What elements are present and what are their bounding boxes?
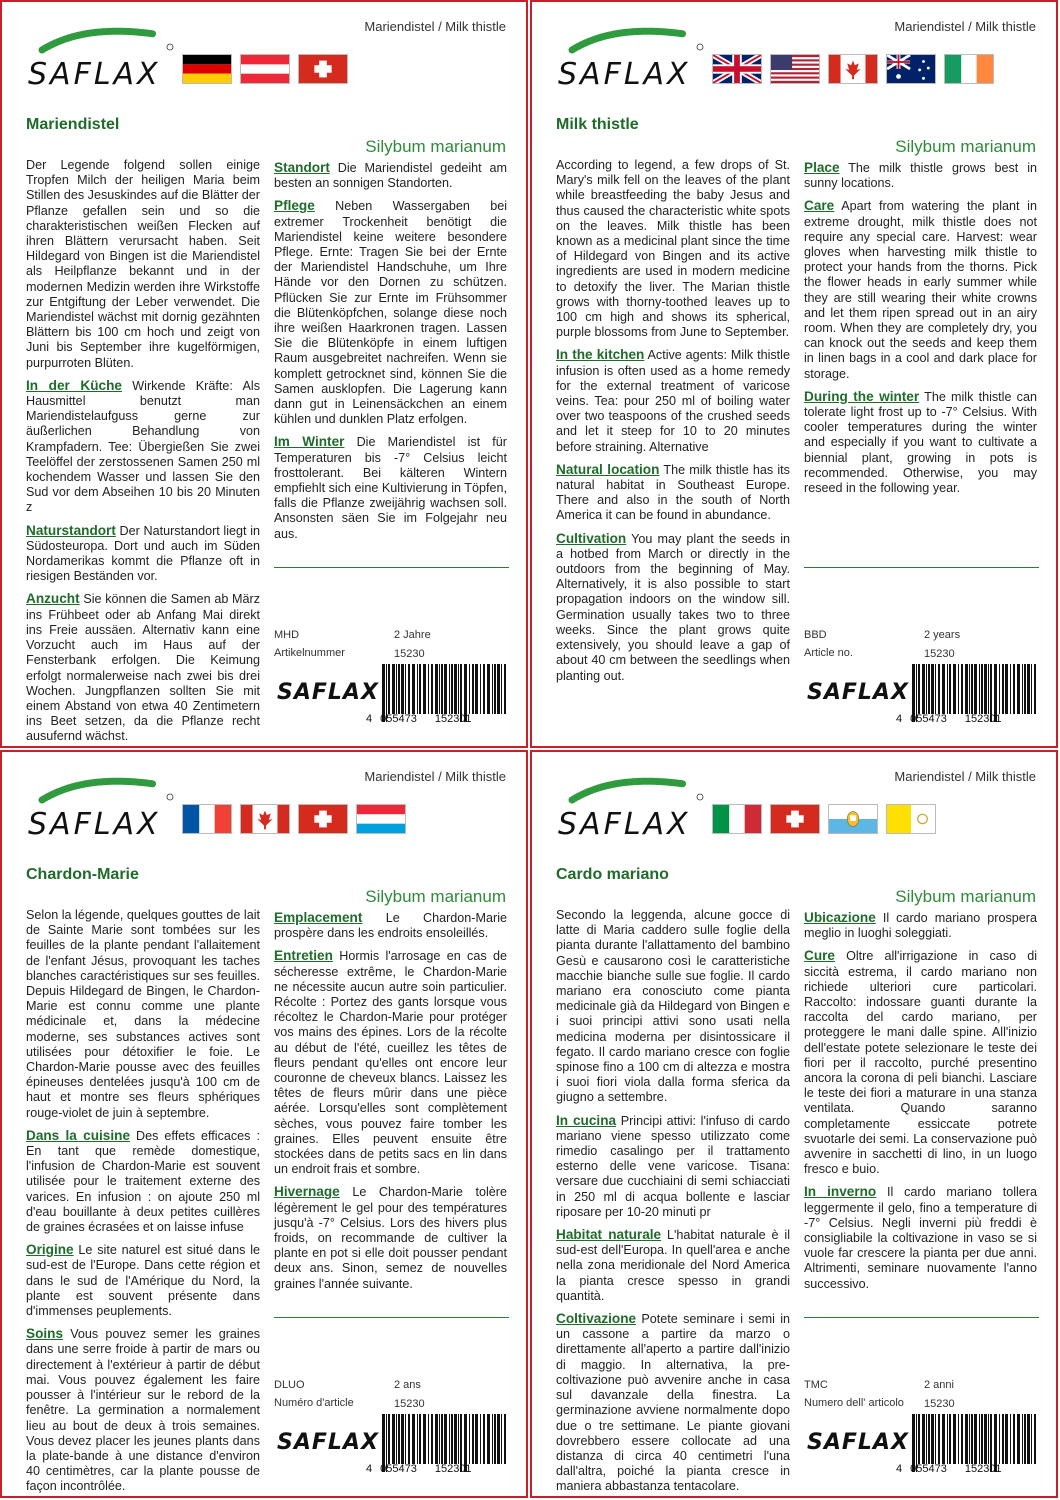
text-section: [556, 1113, 790, 1220]
right-column: [274, 910, 507, 1299]
text-section: [26, 591, 260, 744]
canada-flag: [828, 54, 878, 84]
section-text: Le Chardon-Marie tolère légèrement le gel pour des températures jusqu'à -7° Celsius. Lors des hivers plus froids, on recommande de cultiver la plante en pot si elle doit pousser pendant deux ans. Sinon, semez de nouvelles graines l'année suivante.: [274, 1185, 507, 1291]
best-before-value: 2 years: [924, 629, 961, 641]
header-product-name: Mariendistel / Milk thistle: [364, 769, 506, 784]
vatican-flag: [886, 804, 936, 834]
text-section: [556, 1227, 790, 1304]
section-text: Oltre all'irrigazione in caso di siccità estrema, il cardo mariano non richiede ulteriori cure particolari. Raccolto: indossare guanti durante la raccolta del cardo mariano, per proteggere le mani dalle spine. All'inizio dell'estate potete selezionare le teste dei fiori per il raccolto, purché presentino ancora la corona di peli bianchi. Lasciare le teste dei fiori a maturare in una stanza ventilata. Quando saranno completamente essiccate potrete svuotarle dei semi. La conservazione può avvenire in sacchetti di lino, in un luogo fresco e buio.: [804, 949, 1037, 1177]
ireland-flag: [944, 54, 994, 84]
section-label: Cultivation: [556, 530, 627, 546]
section-text: Die Mariendistel ist für Temperaturen bis -7° Celsius leicht frosttolerant. Bei kälteren Wintern empfiehlt sich eine Kultivierung in Töpfen, falls die Pflanze zweijährig wachsen soll. Ansonsten säen Sie im Folgejahr neu aus.: [274, 435, 507, 541]
barcode-digit-group1: 055473: [380, 713, 417, 725]
text-section: [274, 948, 507, 1177]
section-label: Ubicazione: [804, 910, 876, 925]
svg-text:SAFLAX: SAFLAX: [558, 807, 691, 842]
section-text: Vous pouvez semer les graines dans une serre froide à partir de mars ou directement à l'extérieur à partir de début mai. Vous pouvez également les faire pousser à l'intérieur sur le rebord de la fenêtre. La germination a normalement lieu au bout de deux à trois semaines. Vous devez placer les jeunes plants dans la plate-bande à une distance d'environ 40 centimètres, car la plante pousse de façon incontrôlée.: [26, 1327, 261, 1494]
text-section: [556, 158, 790, 340]
france-flag: [182, 804, 232, 834]
divider: [804, 567, 1039, 568]
saflax-logo: [24, 20, 174, 92]
section-text: Der Legende folgend sollen einige Tropfen Milch der heiligen Maria beim Stillen des Jesuskindes auf die Blätter der Pflanze gefallen sein und so die charakteristischen weißen Flecken auf ihren Blättern verursacht haben. Seit Hildegard von Bingen ist die Mariendistel als Heilpflanze bekannt und in der modernen Medizin werden ihre Wirkstoffe zur Entgiftung der Leber verwendet. Die Mariendistel wächst mit dornig gezähnten Blättern bis 100 cm hoch und zeigt von Juni bis September ihre kugelförmigen, purpurroten Blüten.: [26, 158, 260, 370]
latin-name: Silybum marianum: [895, 887, 1036, 906]
section-label: In inverno: [804, 1184, 877, 1200]
best-before-label: BBD: [804, 629, 827, 641]
text-section: [804, 948, 1037, 1177]
section-text: Hormis l'arrosage en cas de sécheresse extrême, le Chardon-Marie ne nécessite aucun autre soin particulier. Récolte : Portez des gants lorsque vous récoltez le Chardon-Marie pour protéger vos mains des épines. Lors de la récolte au début de l'été, cueillez les têtes de fleurs pendant qu'elles ont encore leur couronne de cheveux blancs. Laissez les têtes de fleurs mûrir dans une pièce aérée. Lorsqu'elles sont complètement sèches, vous pouvez faire tomber les graines. Elles peuvent ensuite être stockées dans de petits sacs en lin dans un endroit frais et sombre.: [274, 949, 507, 1177]
section-text: Active agents: Milk thistle infusion is often used as a home remedy for the external treatment of varicose veins. Tea: pour 250 ml of boiling water over two teaspoons of the crushed seeds and let it steep for 10 to 20 minutes before straining. Alternative: [556, 348, 790, 454]
barcode-digits: [896, 1463, 1002, 1475]
svg-text:SAFLAX: SAFLAX: [28, 57, 161, 92]
country-flags: [712, 804, 936, 834]
switzerland-flag: [298, 804, 348, 834]
section-text: Sie können die Samen ab März ins Frühbeet oder ab Anfang Mai direkt ins Freie aussäen. Alternativ kann eine Vorzucht auch im Haus auf der Fensterbank erfolgen. Die Keimung erfolgt normalerweise nach zwei bis drei Wochen. Jungpflanzen sollten Sie mit einem Abstand von etwa 40 Zentimetern ins Beet setzen, da die Pflanze recht ausufernd wächst.: [26, 592, 261, 744]
text-section: [274, 1184, 507, 1291]
usa-flag: [770, 54, 820, 84]
text-section: [274, 910, 507, 941]
divider: [274, 1317, 509, 1318]
barcode-digit-group2: 152301: [964, 713, 1002, 725]
section-label: Coltivazione: [556, 1311, 637, 1327]
barcode-digit-group1: 055473: [910, 713, 947, 725]
australia-flag: [886, 54, 936, 84]
barcode-digit-group2: 152301: [434, 713, 472, 725]
section-text: Principi attivi: l'infuso di cardo mariano viene spesso utilizzato come rimedio casalingo per il trattamento esterno delle vene varicose. Tisana: versare due cucchiaini di semi schiacciati in 250 ml di acqua bollente e lasciar riposare per 10-20 minuti pr: [556, 1113, 791, 1219]
barcode-digit-prefix: 4: [896, 713, 903, 725]
section-label: Anzucht: [26, 591, 80, 607]
barcode-digit-group1: 055473: [380, 1463, 417, 1475]
text-section: [556, 908, 790, 1106]
section-text: Wirkende Kräfte: Als Hausmittel benutzt man Mariendistelaufguss gerne zur äußerlichen Behandlung von Krampfadern. Tee: Übergießen Sie zwei Teelöffel der zerstossenen Samen 250 ml kochendem Wasser und lassen Sie den Sud vor dem Abseihen 10 bis 20 Minuten z: [26, 378, 260, 515]
text-section: [556, 1311, 790, 1494]
seed-packet-panel: [530, 750, 1058, 1498]
text-section: [26, 1326, 260, 1494]
divider: [274, 567, 509, 568]
section-text: The milk thistle can tolerate light frost up to -7° Celsius. With cooler temperatures during the winter and especially if you want to cultivate a biennial plant, growing in pots is recommended. Otherwise, you may reseed in the following year.: [804, 389, 1037, 496]
section-text: The milk thistle has its natural habitat in Southeast Europe. There and also in the south of North America it can be found in abundance.: [556, 462, 790, 523]
best-before-label: TMC: [804, 1379, 828, 1391]
plant-title: Cardo mariano: [556, 866, 669, 883]
right-column: [804, 910, 1037, 1299]
italy-flag: [712, 804, 762, 834]
text-section: [274, 160, 507, 191]
text-section: [556, 531, 790, 684]
header-product-name: Mariendistel / Milk thistle: [364, 19, 506, 34]
section-text: Der Naturstandort liegt in Südosteuropa. Dort und auch im Süden Nordamerikas kommt die Pflanze oft in riesigen Beständen vor.: [26, 523, 260, 584]
section-text: Le Chardon-Marie prospère dans les endroits ensoleillés.: [274, 911, 507, 941]
small-brand-logo: SAFLAX: [277, 1430, 379, 1455]
text-section: [804, 198, 1037, 381]
header-product-name: Mariendistel / Milk thistle: [894, 19, 1036, 34]
best-before-label: MHD: [274, 629, 300, 641]
section-text: The milk thistle grows best in sunny locations.: [804, 161, 1037, 191]
section-text: Il cardo mariano prospera meglio in luoghi soleggiati.: [804, 911, 1038, 941]
text-section: [26, 1128, 260, 1235]
text-section: [556, 462, 790, 524]
article-number-label: Article no.: [804, 647, 853, 659]
text-section: [26, 523, 260, 585]
barcode-digit-prefix: 4: [896, 1463, 903, 1475]
text-section: [556, 347, 790, 454]
article-number-label: Numero dell' articolo: [804, 1397, 904, 1409]
article-number-value: 15230: [394, 1398, 425, 1410]
section-label: Standort: [274, 160, 330, 175]
text-section: [804, 1184, 1037, 1291]
barcode-digits: [366, 713, 472, 725]
section-text: Il cardo mariano tollera leggermente il gelo, fino a temperature di -7° Celsius. Negli inverni più freddi è consigliabile la coltivazione in vaso se si vuole far crescere la pianta per due anni. Altrimenti, seminare nuovamente l'anno successivo.: [804, 1185, 1037, 1291]
text-section: [26, 908, 260, 1121]
section-label: Entretien: [274, 948, 333, 964]
text-section: [274, 198, 507, 427]
country-flags: [182, 804, 406, 834]
section-label: Dans la cuisine: [26, 1127, 130, 1143]
section-text: Selon la légende, quelques gouttes de lait de Sainte Marie sont tombées sur les feuilles de la plante pendant l'allaitement de l'enfant Jésus, provoquant les taches blanches caractéristiques sur ses feuilles. Depuis Hildegard de Bingen, le Chardon-Marie est connu comme une plante médicinale et, dans la médecine moderne, ses substances actives sont utilisées pour détoxifier le foie. Le Chardon-Marie pousse avec des feuilles épineuses dentelées jusqu'à 100 cm de haut et montre ses fleurs sphériques rouge-violet de juin à septembre.: [26, 908, 260, 1120]
article-number-label: Artikelnummer: [274, 647, 345, 659]
barcode-digit-group2: 152301: [964, 1463, 1002, 1475]
barcode-digits: [896, 713, 1002, 725]
section-label: Care: [804, 198, 835, 214]
country-flags: [182, 54, 348, 84]
text-section: [274, 434, 507, 541]
barcode-digits: [366, 1463, 472, 1475]
barcode-digit-prefix: 4: [366, 1463, 373, 1475]
text-section: [804, 160, 1037, 191]
section-label: Hivernage: [274, 1184, 340, 1200]
plant-title: Milk thistle: [556, 116, 639, 133]
section-text: Des effets efficaces : En tant que remède domestique, l'infusion de Chardon-Marie est souvent utilisée pour le traitement externe des varices. En infusion : on ajoute 250 ml d'eau bouillante à deux petites cuillères de graines écrasées et on laisse infuse: [26, 1128, 260, 1235]
canada-flag: [240, 804, 290, 834]
barcode-digit-prefix: 4: [366, 713, 373, 725]
left-column: [556, 908, 790, 1498]
text-section: [26, 158, 260, 371]
latin-name: Silybum marianum: [895, 137, 1036, 156]
best-before-label: DLUO: [274, 1379, 305, 1391]
saflax-logo: [554, 20, 704, 92]
latin-name: Silybum marianum: [365, 887, 506, 906]
left-column: [26, 908, 260, 1498]
germany-flag: [182, 54, 232, 84]
saflax-logo: [24, 770, 174, 842]
section-label: Origine: [26, 1242, 74, 1258]
section-text: Neben Wassergaben bei extremer Trockenheit benötigt die Mariendistel keine weitere besondere Pflege. Ernte: Tragen Sie bei der Ernte der Mariendistel Handschuhe, um Ihre Hände vor den Dornen zu schützen. Pflücken Sie zur Ernte im Frühsommer die Blütenköpfchen, solange diese noch ihre weißen Haarkronen tragen. Lassen Sie die Blütenköpfe in einem luftigen Raum ausgebreitet nachreifen. Wenn sie komplett getrocknet sind, können Sie die Samen ausklopfen. Die Lagerung kann dann gut in Leinensäckchen an einem kühlen und dunklen Platz erfolgen.: [274, 199, 508, 427]
san-marino-flag: [828, 804, 878, 834]
section-text: Potete seminare i semi in un cassone a partire da marzo o direttamente all'aperto a partire dall'inizio di maggio. In alternativa, la pre-coltivazione può avvenire anche in casa sul davanzale della finestra. La germinazione avviene normalmente dopo due o tre settimane. Le piante giovani dovrebbero essere collocate ad una distanza di circa 40 centimetri l'una dall'altra, poiché la pianta cresce in maniera abbastanza tentacolare.: [556, 1312, 790, 1494]
article-number-value: 15230: [924, 1398, 955, 1410]
barcode-digit-group2: 152301: [434, 1463, 472, 1475]
seed-packet-panel: [0, 750, 528, 1498]
section-label: Im Winter: [274, 434, 345, 450]
left-column: [26, 158, 260, 748]
uk-flag: [712, 54, 762, 84]
section-label: Place: [804, 160, 840, 175]
section-label: In the kitchen: [556, 347, 645, 363]
section-label: In der Küche: [26, 377, 122, 393]
barcode-digit-group1: 055473: [910, 1463, 947, 1475]
text-section: [26, 1242, 260, 1319]
section-text: Le site naturel est situé dans le sud-est de l'Europe. Dans cette région et dans le sud de l'Amérique du Nord, la plante est souvent présente dans d'immenses peuplements.: [26, 1243, 260, 1319]
austria-flag: [240, 54, 290, 84]
section-label: Pflege: [274, 198, 315, 214]
section-label: Naturstandort: [26, 522, 116, 538]
svg-text:SAFLAX: SAFLAX: [28, 807, 161, 842]
section-text: Secondo la leggenda, alcune gocce di latte di Maria caddero sulle foglie della pianta durante l'allattamento del bambino Gesù e causarono così le caratteristiche macchie bianche sulle sue foglie. Il cardo mariano era conosciuto come pianta medicinale già da Hildegard von Bingen e i suoi principi attivi sono usati nella medicina moderna per disintossicare il fegato. Il cardo mariano cresce con foglie spinose fino a 100 cm di altezza e mostra i suoi fiori viola dalla forma sferica da giugno a settembre.: [556, 908, 790, 1105]
left-column: [556, 158, 790, 691]
section-label: Emplacement: [274, 910, 363, 925]
section-text: According to legend, a few drops of St. Mary's milk fell on the leaves of the plant while breastfeeding the baby Jesus and thus caused the characteristic white spots on the leaves. Milk thistle has been known as a medicinal plant since the time of Hildegard von Bingen and its active ingredients are used in modern medicine to detoxify the liver. The Marian thistle grows with thorny-toothed leaves up to 100 cm high and shows its spherical, purple blossoms from June to September.: [556, 158, 790, 340]
header-product-name: Mariendistel / Milk thistle: [894, 769, 1036, 784]
section-text: You may plant the seeds in a hotbed from March or directly in the outdoors from the beginning of May. Alternatively, it is also possible to start propagation indoors on the window sill. Germination usually takes two to three weeks. Since the plant grows quite extensively, you should leave a gap of about 40 cm between the seedlings when planting out.: [556, 531, 791, 683]
article-number-label: Numéro d'article: [274, 1397, 354, 1409]
text-section: [804, 910, 1037, 941]
best-before-value: 2 anni: [924, 1379, 954, 1391]
section-text: Apart from watering the plant in extreme drought, milk thistle does not require any special care. Harvest: wear gloves when harvesting milk thistle to protect your hands from the thorns. Pick the flower heads in early summer while they are still wearing their white crowns and let them ripen spread out in an airy room. When they are completely dry, you can knock out the seeds and keep them in linen bags in a cool and dark place for storage.: [804, 199, 1037, 381]
section-label: During the winter: [804, 388, 920, 404]
saflax-logo: [554, 770, 704, 842]
svg-text:SAFLAX: SAFLAX: [558, 57, 691, 92]
right-column: [274, 160, 507, 549]
section-label: Soins: [26, 1326, 64, 1342]
switzerland-flag: [770, 804, 820, 834]
plant-title: Mariendistel: [26, 116, 120, 133]
text-section: [804, 389, 1037, 496]
small-brand-logo: SAFLAX: [807, 1430, 909, 1455]
section-label: Habitat naturale: [556, 1227, 662, 1243]
luxembourg-flag: [356, 804, 406, 834]
section-label: Natural location: [556, 461, 660, 477]
article-number-value: 15230: [394, 648, 425, 660]
small-brand-logo: SAFLAX: [277, 680, 379, 705]
best-before-value: 2 ans: [394, 1379, 421, 1391]
seed-packet-panel: [0, 0, 528, 748]
article-number-value: 15230: [924, 648, 955, 660]
seed-packet-panel: [530, 0, 1058, 748]
best-before-value: 2 Jahre: [394, 629, 431, 641]
text-section: [26, 378, 260, 516]
plant-title: Chardon-Marie: [26, 866, 139, 883]
divider: [804, 1317, 1039, 1318]
country-flags: [712, 54, 994, 84]
section-label: Cure: [804, 948, 835, 964]
section-label: In cucina: [556, 1112, 617, 1128]
section-text: Die Mariendistel gedeiht am besten an sonnigen Standorten.: [274, 161, 507, 191]
small-brand-logo: SAFLAX: [807, 680, 909, 705]
right-column: [804, 160, 1037, 503]
section-text: L'habitat naturale è il sud-est dell'Europa. In quell'area e anche nella zona meridionale del Nord America la pianta cresce spesso in grandi quantità.: [556, 1228, 791, 1303]
latin-name: Silybum marianum: [365, 137, 506, 156]
switzerland-flag: [298, 54, 348, 84]
